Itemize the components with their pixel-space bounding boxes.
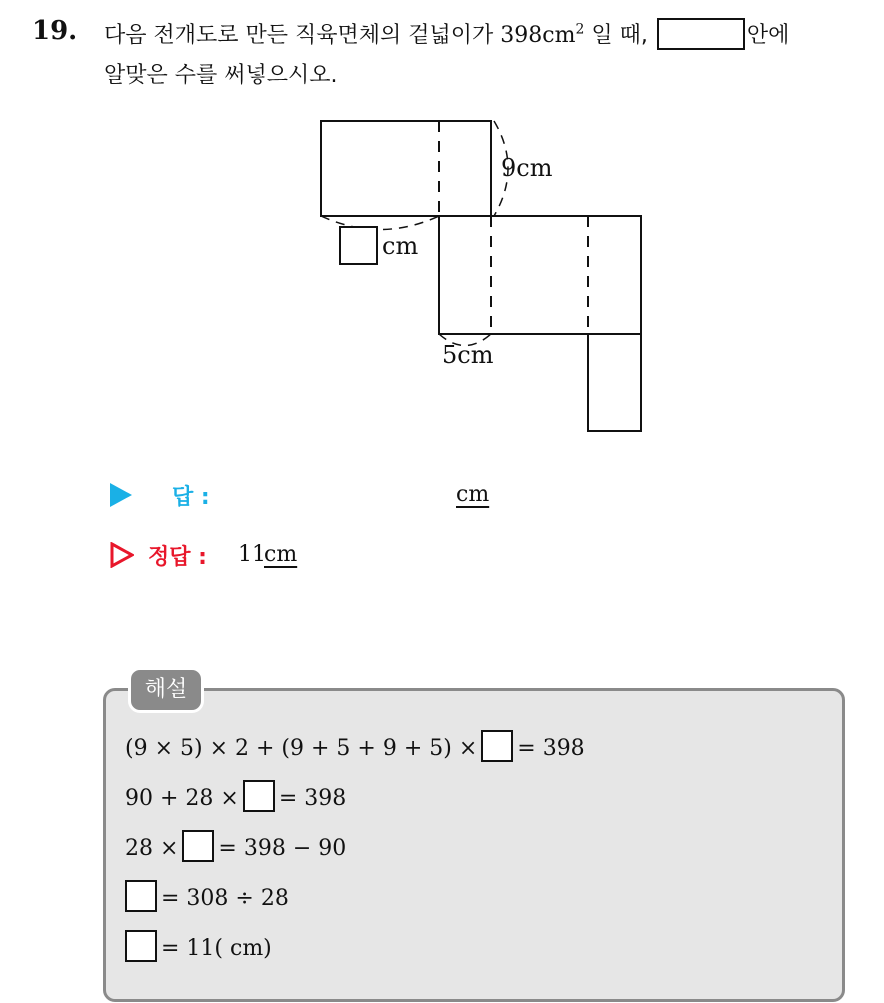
question-line-2: 알맞은 수를 써넣으시오. bbox=[104, 63, 338, 88]
correct-answer-row bbox=[110, 542, 298, 570]
question-number: 19. bbox=[32, 16, 78, 46]
explanation-tab: 해설 bbox=[128, 667, 204, 713]
answer-arrow-icon bbox=[110, 483, 132, 507]
explanation-line-4 bbox=[125, 880, 289, 912]
net-figure bbox=[310, 105, 670, 445]
eq-left: 28 × bbox=[125, 836, 179, 861]
eq-blank-box bbox=[481, 730, 513, 762]
eq-right: = 398 bbox=[278, 786, 347, 811]
explanation-line-2 bbox=[125, 780, 346, 812]
answer-blank-box bbox=[657, 18, 745, 50]
question-text-prefix: 다음 전개도로 만든 직육면체의 겉넓이가 bbox=[104, 23, 494, 48]
explanation-line-1 bbox=[125, 730, 585, 762]
question-text-mid: 일 때, bbox=[591, 23, 648, 48]
eq-blank-box bbox=[125, 880, 157, 912]
eq-right: = 398 − 90 bbox=[218, 836, 347, 861]
label-height: 9cm bbox=[501, 154, 553, 182]
eq-blank-box bbox=[182, 830, 214, 862]
width-brace-unknown bbox=[321, 216, 439, 230]
explanation-line-5 bbox=[125, 930, 272, 962]
surface-area-value: 398 bbox=[500, 23, 543, 48]
net-bottom-face bbox=[588, 334, 641, 431]
answer-label: 답 : bbox=[172, 485, 210, 510]
answer-unit: cm bbox=[456, 482, 490, 507]
eq-left: (9 × 5) × 2 + (9 + 5 + 9 + 5) × bbox=[125, 736, 478, 761]
eq-blank-box bbox=[243, 780, 275, 812]
question-text-suffix: 안에 bbox=[746, 23, 790, 48]
eq-left: 90 + 28 × bbox=[125, 786, 239, 811]
explanation-line-3 bbox=[125, 830, 346, 862]
correct-value: 11 bbox=[238, 542, 266, 567]
net-outline bbox=[321, 121, 641, 431]
label-width: 5cm bbox=[442, 341, 494, 369]
correct-arrow-icon bbox=[110, 542, 134, 568]
correct-label: 정답 : bbox=[148, 545, 207, 570]
eq-right: = 398 bbox=[517, 736, 585, 761]
eq-right: = 308 ÷ 28 bbox=[161, 886, 289, 911]
correct-unit: cm bbox=[264, 542, 298, 567]
answer-row bbox=[110, 482, 490, 510]
eq-right: = 11( cm) bbox=[161, 936, 272, 961]
net-middle-face bbox=[439, 216, 641, 334]
unknown-length-box bbox=[340, 227, 377, 264]
question-line-1 bbox=[104, 18, 789, 50]
area-unit-exponent: 2 bbox=[575, 21, 585, 38]
net-fold-lines bbox=[439, 121, 641, 334]
eq-blank-box bbox=[125, 930, 157, 962]
net-top-face bbox=[321, 121, 491, 216]
label-unknown-unit: cm bbox=[382, 232, 419, 260]
area-unit: cm bbox=[542, 23, 576, 48]
